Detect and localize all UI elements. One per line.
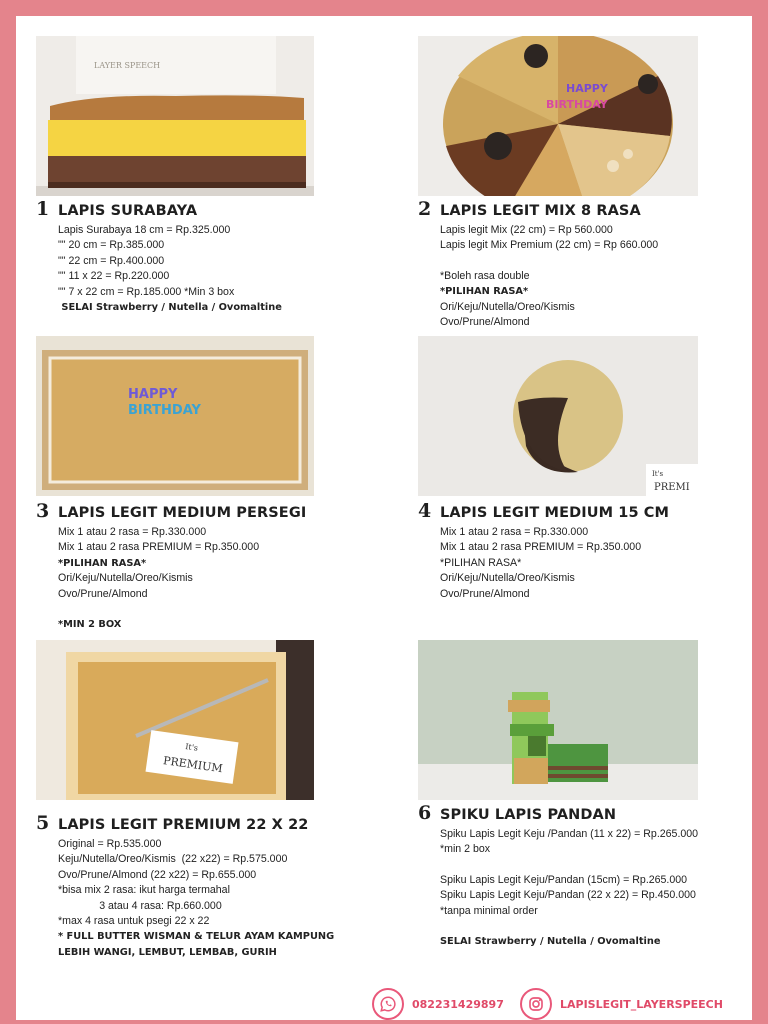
detail-line: "" 22 cm = Rp.400.000 (58, 254, 165, 267)
product-4-number: 4 (418, 500, 432, 522)
product-1-details (58, 223, 282, 315)
card-premium-5: PREMIUM (162, 754, 224, 776)
detail-line: *max 4 rasa untuk psegi 22 x 22 (58, 915, 210, 928)
instagram-icon (520, 988, 552, 1020)
detail-line: *Boleh rasa double (440, 269, 530, 282)
detail-line: *min 2 box (440, 843, 491, 856)
detail-line: SELAI Strawberry / Nutella / Ovomaltine (58, 302, 282, 314)
product-5-details (58, 837, 334, 960)
product-3-title: LAPIS LEGIT MEDIUM PERSEGI (58, 505, 307, 521)
product-4-details (440, 525, 669, 602)
product-5 (36, 812, 334, 960)
product-4 (418, 500, 669, 602)
detail-line: Spiku Lapis Legit Keju /Pandan (11 x 22) = Rp.265.000 (440, 828, 699, 840)
detail-line: * FULL BUTTER WISMAN & TELUR AYAM KAMPUNG (58, 931, 335, 943)
product-6-number: 6 (418, 802, 432, 824)
detail-line: Ori/Keju/Nutella/Oreo/Kismis (58, 572, 193, 585)
product-6-title: SPIKU LAPIS PANDAN (440, 807, 617, 823)
product-3 (36, 500, 306, 632)
card-its-4: It's (652, 470, 664, 478)
detail-line: Lapis legit Mix (22 cm) = Rp 560.000 (440, 224, 613, 236)
menu-sheet (16, 16, 752, 1020)
photo-lapis-premium (36, 640, 314, 800)
product-4-title: LAPIS LEGIT MEDIUM 15 CM (440, 505, 670, 521)
detail-line: Mix 1 atau 2 rasa = Rp.330.000 (440, 526, 589, 538)
happy-topper: HAPPY (566, 82, 608, 95)
detail-line: *MIN 2 BOX (58, 619, 122, 631)
product-2-title: LAPIS LEGIT MIX 8 RASA (440, 203, 641, 219)
box-brand-text: LAYER SPEECH (94, 61, 161, 70)
whatsapp-icon (372, 988, 404, 1020)
instagram-contact[interactable] (520, 988, 723, 1020)
instagram-handle[interactable]: LAPISLEGIT_LAYERSPEECH (560, 997, 723, 1011)
product-3-heading (36, 500, 306, 522)
detail-line: 3 atau 4 rasa: Rp.660.000 (58, 899, 222, 912)
detail-line: *tanpa minimal order (440, 904, 538, 917)
product-2-number: 2 (418, 198, 432, 220)
whatsapp-contact[interactable] (372, 988, 504, 1020)
product-1 (36, 198, 282, 315)
photo-lapis-mix (418, 36, 698, 196)
detail-line: Ovo/Prune/Almond (58, 587, 148, 600)
detail-line: SELAI Strawberry / Nutella / Ovomaltine (440, 936, 661, 948)
detail-line: Keju/Nutella/Oreo/Kismis (22 x22) = Rp.575.000 (58, 853, 288, 866)
product-6-details (440, 827, 698, 949)
detail-line: *PILIHAN RASA* (440, 286, 529, 298)
product-1-number: 1 (36, 198, 50, 220)
detail-line: LEBIH WANGI, LEMBUT, LEMBAB, GURIH (58, 946, 277, 958)
product-1-heading (36, 198, 282, 220)
birthday-topper-3: BIRTHDAY (128, 403, 201, 418)
product-2-details (440, 223, 658, 330)
product-5-title: LAPIS LEGIT PREMIUM 22 X 22 (58, 817, 309, 833)
detail-line: *PILIHAN RASA* (440, 556, 522, 569)
detail-spacer (440, 858, 698, 873)
detail-line: Spiku Lapis Legit Keju/Pandan (15cm) = Rp.265.000 (440, 873, 688, 886)
phone-number[interactable]: 082231429897 (412, 997, 504, 1011)
product-6-heading (418, 802, 698, 824)
detail-line: Lapis legit Mix Premium (22 cm) = Rp 660.000 (440, 239, 659, 252)
product-1-title: LAPIS SURABAYA (58, 203, 198, 219)
detail-spacer (440, 254, 658, 269)
detail-line: Mix 1 atau 2 rasa PREMIUM = Rp.350.000 (440, 541, 642, 554)
detail-spacer (440, 919, 698, 934)
detail-line: *PILIHAN RASA* (58, 557, 147, 569)
product-2 (418, 198, 658, 330)
photo-lapis-15cm (418, 336, 698, 496)
detail-line: Original = Rp.535.000 (58, 838, 162, 850)
photo-lapis-persegi (36, 336, 314, 496)
product-4-heading (418, 500, 669, 522)
detail-spacer (58, 602, 306, 617)
detail-line: "" 7 x 22 cm = Rp.185.000 *Min 3 box (58, 285, 235, 298)
product-6 (418, 802, 698, 949)
photo-lapis-surabaya (36, 36, 314, 196)
detail-line: Mix 1 atau 2 rasa PREMIUM = Rp.350.000 (58, 541, 260, 554)
detail-line: Ovo/Prune/Almond (440, 587, 530, 600)
detail-line: Mix 1 atau 2 rasa = Rp.330.000 (58, 526, 207, 538)
product-3-number: 3 (36, 500, 50, 522)
detail-line: Ori/Keju/Nutella/Oreo/Kismis (440, 572, 575, 585)
detail-line: *bisa mix 2 rasa: ikut harga termahal (58, 884, 230, 897)
detail-line: Ori/Keju/Nutella/Oreo/Kismis (440, 300, 575, 313)
detail-line: "" 20 cm = Rp.385.000 (58, 239, 165, 252)
card-its-5: It's (184, 742, 199, 753)
happy-topper-3: HAPPY (128, 387, 178, 402)
product-5-heading (36, 812, 334, 834)
detail-line: Ovo/Prune/Almond (22 x22) = Rp.655.000 (58, 868, 257, 881)
product-3-details (58, 525, 306, 632)
card-premi-4: PREMI (654, 482, 690, 493)
detail-line: Lapis Surabaya 18 cm = Rp.325.000 (58, 224, 231, 236)
detail-line: "" 11 x 22 = Rp.220.000 (58, 270, 170, 283)
product-5-number: 5 (36, 812, 50, 834)
product-2-heading (418, 198, 658, 220)
detail-line: Spiku Lapis Legit Keju/Pandan (22 x 22) = Rp.450.000 (440, 889, 696, 902)
photo-spiku-pandan (418, 640, 698, 800)
birthday-topper: BIRTHDAY (546, 98, 608, 111)
detail-line: Ovo/Prune/Almond (440, 316, 530, 329)
